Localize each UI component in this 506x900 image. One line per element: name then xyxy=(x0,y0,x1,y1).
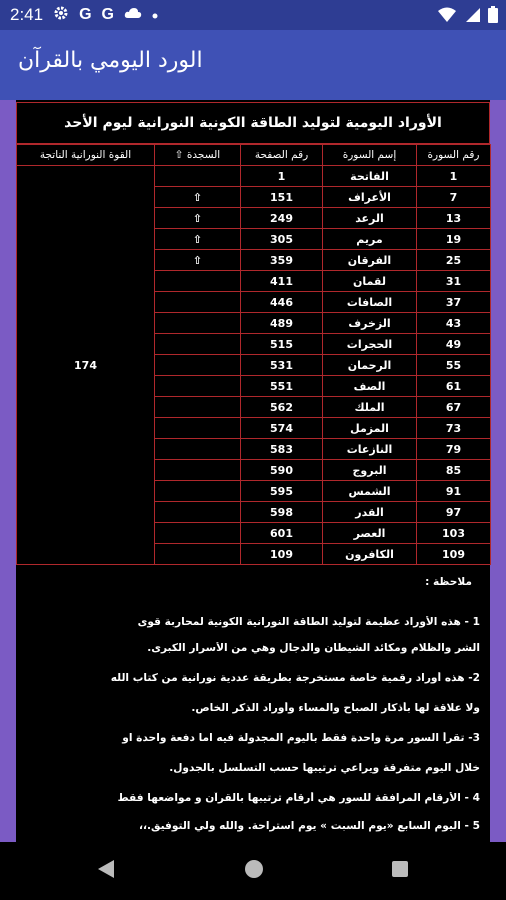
sajda-cell xyxy=(155,376,241,397)
surah-name-cell: البروج xyxy=(323,460,417,481)
surah-number-cell: 37 xyxy=(417,292,491,313)
google-icon: G xyxy=(101,6,114,23)
surah-number-cell: 61 xyxy=(417,376,491,397)
google-icon: G xyxy=(79,6,92,23)
surah-name-cell: الفاتحة xyxy=(323,166,417,187)
page-number-cell: 515 xyxy=(241,334,323,355)
table-header-row xyxy=(17,145,491,166)
note-line: 3- تقرأ السور مرة واحدة فقط باليوم المجدولة فيه اما دفعة واحدة او xyxy=(122,732,480,744)
surah-name-cell: لقمان xyxy=(323,271,417,292)
note-line: 2- هذه أوراد رقمية خاصة مستخرجة بطريقة عددية نورانية من كتاب الله xyxy=(110,672,480,684)
page-number-cell: 151 xyxy=(241,187,323,208)
sajda-cell xyxy=(155,166,241,187)
cloud-icon xyxy=(124,6,142,25)
header-power: القوة النورانية الناتجة xyxy=(17,145,155,166)
page-number-cell: 489 xyxy=(241,313,323,334)
dot-icon xyxy=(152,6,158,24)
surah-name-cell: الصافات xyxy=(323,292,417,313)
surah-number-cell: 55 xyxy=(417,355,491,376)
surah-number-cell: 85 xyxy=(417,460,491,481)
notes-header: ملاحظة : xyxy=(425,576,472,588)
surah-name-cell: الرعد xyxy=(323,208,417,229)
surah-name-cell: القدر xyxy=(323,502,417,523)
surah-number-cell: 79 xyxy=(417,439,491,460)
surah-name-cell: الشمس xyxy=(323,481,417,502)
surah-number-cell: 109 xyxy=(417,544,491,565)
note-line: 5 - اليوم السابع «يوم السبت » يوم استراحة. والله ولي التوفيق.،، xyxy=(138,820,480,832)
back-icon[interactable] xyxy=(96,858,116,884)
table-row xyxy=(17,166,491,187)
surah-name-cell: الأعراف xyxy=(323,187,417,208)
page-number-cell: 574 xyxy=(241,418,323,439)
app-bar xyxy=(0,30,506,100)
surah-number-cell: 19 xyxy=(417,229,491,250)
surah-table xyxy=(16,144,491,565)
surah-number-cell: 49 xyxy=(417,334,491,355)
surah-number-cell: 7 xyxy=(417,187,491,208)
page-number-cell: 583 xyxy=(241,439,323,460)
page-number-cell: 1 xyxy=(241,166,323,187)
sajda-cell xyxy=(155,355,241,376)
page-number-cell: 598 xyxy=(241,502,323,523)
page-number-cell: 590 xyxy=(241,460,323,481)
sajda-cell xyxy=(155,523,241,544)
note-line: خلال اليوم متفرقة ويراعي ترتيبها حسب التسلسل بالجدول. xyxy=(169,762,480,774)
page-number-cell: 411 xyxy=(241,271,323,292)
sajda-cell xyxy=(155,313,241,334)
sajda-cell xyxy=(155,481,241,502)
note-line: ولا علاقة لها بأذكار الصباح والمساء وأوراد الذكر الخاص. xyxy=(191,702,480,714)
surah-name-cell: الفرقان xyxy=(323,250,417,271)
page-number-cell: 109 xyxy=(241,544,323,565)
sajda-cell xyxy=(155,271,241,292)
sajda-cell: ⇧ xyxy=(155,229,241,250)
sajda-cell xyxy=(155,334,241,355)
signal-icon xyxy=(464,7,480,27)
gear-icon xyxy=(53,5,69,26)
header-sajda: السجدة ⇧ xyxy=(155,145,241,166)
surah-number-cell: 91 xyxy=(417,481,491,502)
page-number-cell: 249 xyxy=(241,208,323,229)
surah-number-cell: 31 xyxy=(417,271,491,292)
header-surah-number: رقم السورة xyxy=(417,145,491,166)
header-page-number: رقم الصفحة xyxy=(241,145,323,166)
wifi-icon xyxy=(438,7,456,27)
surah-name-cell: العصر xyxy=(323,523,417,544)
surah-name-cell: المزمل xyxy=(323,418,417,439)
header-surah-name: إسم السورة xyxy=(323,145,417,166)
surah-name-cell: الزخرف xyxy=(323,313,417,334)
sajda-cell xyxy=(155,502,241,523)
sajda-cell xyxy=(155,397,241,418)
note-line: 4 - الأرقام المرافقة للسور هي أرقام ترتيبها بالقرآن و مواضعها فقط xyxy=(117,792,480,804)
surah-number-cell: 73 xyxy=(417,418,491,439)
surah-name-cell: الملك xyxy=(323,397,417,418)
app-title: الورد اليومي بالقرآن xyxy=(18,48,203,73)
table-title: الأوراد اليومية لتوليد الطاقة الكونية النورانية ليوم الأحد xyxy=(16,102,490,144)
sajda-cell xyxy=(155,544,241,565)
recents-icon[interactable] xyxy=(390,858,410,884)
content-panel xyxy=(16,100,490,842)
battery-icon xyxy=(488,6,498,27)
page-number-cell: 305 xyxy=(241,229,323,250)
page-number-cell: 595 xyxy=(241,481,323,502)
sajda-cell: ⇧ xyxy=(155,250,241,271)
page-number-cell: 551 xyxy=(241,376,323,397)
power-value-cell: 174 xyxy=(17,166,155,565)
surah-number-cell: 43 xyxy=(417,313,491,334)
sajda-cell xyxy=(155,460,241,481)
sajda-cell: ⇧ xyxy=(155,208,241,229)
note-line: 1 - هذه الأوراد عظيمة لتوليد الطاقة النورانية الكونية لمحاربة قوى xyxy=(137,616,480,628)
surah-number-cell: 13 xyxy=(417,208,491,229)
page-number-cell: 601 xyxy=(241,523,323,544)
page-number-cell: 359 xyxy=(241,250,323,271)
surah-name-cell: الرحمان xyxy=(323,355,417,376)
sajda-cell: ⇧ xyxy=(155,187,241,208)
sajda-cell xyxy=(155,418,241,439)
surah-number-cell: 67 xyxy=(417,397,491,418)
surah-name-cell: الحجرات xyxy=(323,334,417,355)
navigation-bar xyxy=(0,842,506,900)
status-bar xyxy=(0,0,506,30)
note-line: الشر والظلام ومكائد الشيطان والدجال وهي من الأسرار الكبرى. xyxy=(147,642,480,654)
home-icon[interactable] xyxy=(243,858,265,884)
sajda-cell xyxy=(155,292,241,313)
surah-number-cell: 97 xyxy=(417,502,491,523)
surah-name-cell: الصف xyxy=(323,376,417,397)
page-number-cell: 446 xyxy=(241,292,323,313)
surah-number-cell: 25 xyxy=(417,250,491,271)
surah-name-cell: النازعات xyxy=(323,439,417,460)
surah-name-cell: الكافرون xyxy=(323,544,417,565)
sajda-cell xyxy=(155,439,241,460)
surah-number-cell: 103 xyxy=(417,523,491,544)
surah-number-cell: 1 xyxy=(417,166,491,187)
page-number-cell: 562 xyxy=(241,397,323,418)
page-number-cell: 531 xyxy=(241,355,323,376)
status-time: 2:41 xyxy=(10,5,44,24)
surah-name-cell: مريم xyxy=(323,229,417,250)
